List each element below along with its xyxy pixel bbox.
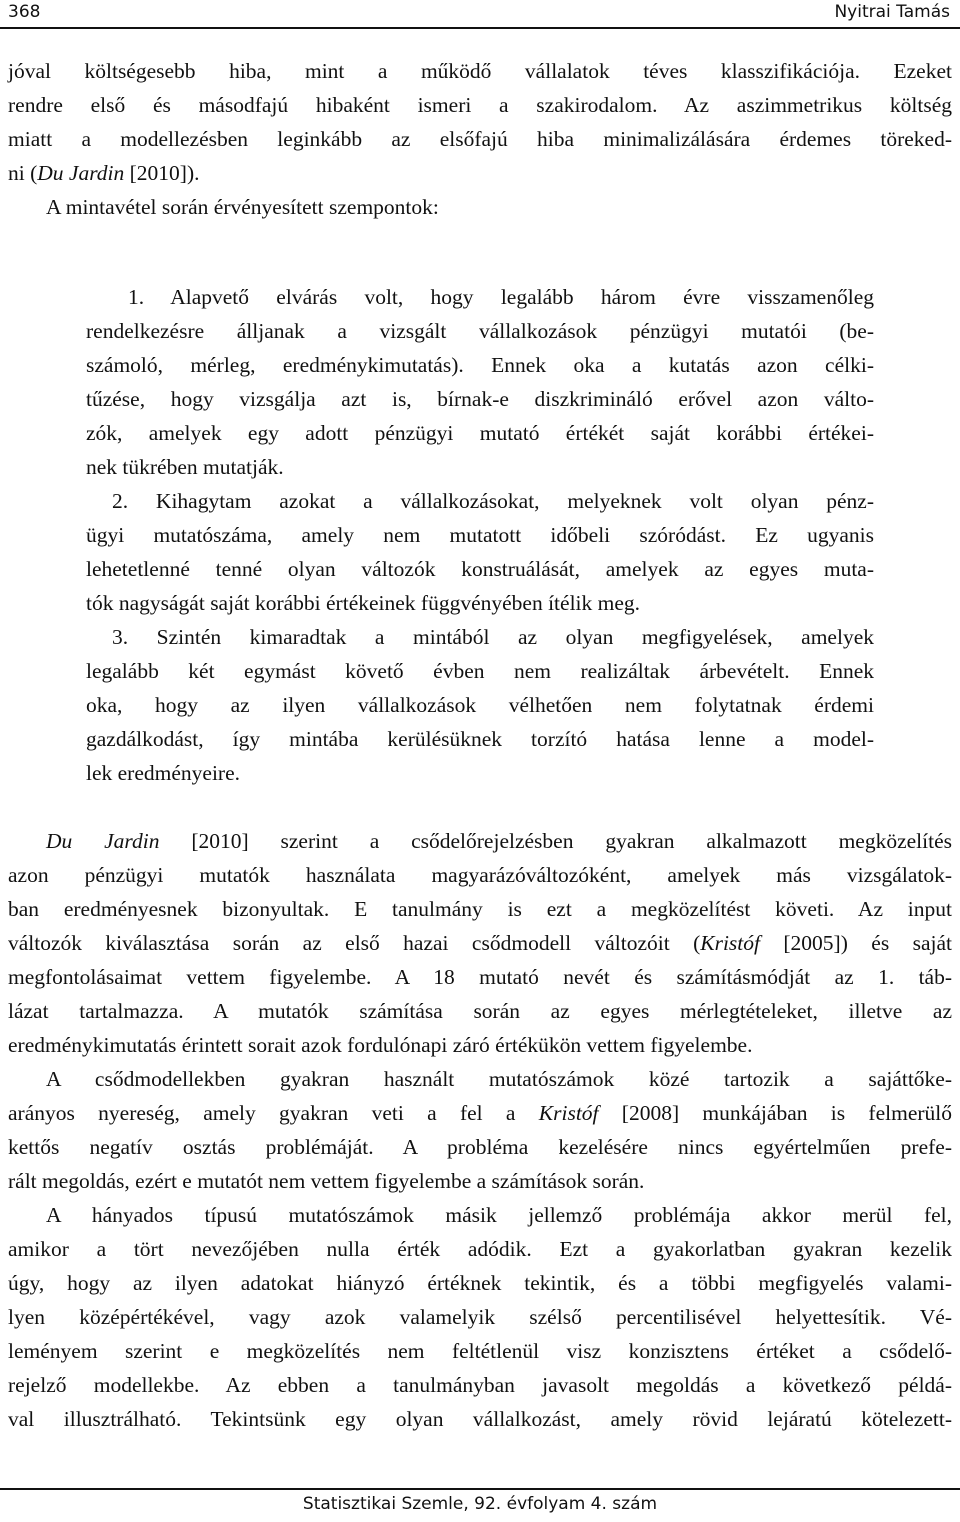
text-line: úgy, hogy az ilyen adatokat hiányzó értéknek tekintik, és a többi megfigyelés valami- (8, 1271, 952, 1295)
page-number: 368 (8, 2, 41, 22)
text-line: rejelző modellekbe. Az ebben a tanulmányban javasolt megoldás a következő példá- (8, 1373, 952, 1397)
list-item-line: zók, amelyek egy adott pénzügyi mutató értékét saját korábbi értékei- (86, 421, 874, 445)
text-line: Du Jardin [2010] szerint a csődelőrejelzésben gyakran alkalmazott megközelítés (46, 829, 952, 853)
text-line: ni (Du Jardin [2010]). (8, 161, 200, 185)
text-line: lázat tartalmazza. A mutatók számítása során az egyes mérlegtételeket, illetve az (8, 999, 952, 1023)
text-line: miatt a modellezésben leginkább az elsőfajú hiba minimalizálására érdemes töreked- (8, 127, 952, 151)
list-item-line: tók nagyságát saját korábbi értékeinek függvényében ítélik meg. (86, 591, 641, 615)
list-item-line: nek tükrében mutatják. (86, 455, 284, 479)
text-line: lyen középértékével, vagy azok valamelyik szélső percentilisével helyettesítik. Vé- (8, 1305, 952, 1329)
list-item-line: 2. Kihagytam azokat a vállalkozásokat, melyeknek volt olyan pénz- (112, 489, 874, 513)
text-line: jóval költségesebb hiba, mint a működő vállalatok téves klasszifikációja. Ezeket (8, 59, 952, 83)
list-item-line: gazdálkodást, így mintába kerülésüknek torzító hatása lenne a model- (86, 727, 874, 751)
list-item-line: ügyi mutatószáma, amely nem mutatott időbeli szóródást. Ez ugyanis (86, 523, 874, 547)
sampling-criteria-list (86, 280, 874, 790)
intro-paragraph (8, 54, 952, 224)
list-item-line: legalább két egymást követő évben nem realizáltak árbevételt. Ennek (86, 659, 874, 683)
running-header (0, 0, 960, 29)
text-line: megfontolásaimat vettem figyelembe. A 18 mutató nevét és számításmódját az 1. táb- (8, 965, 952, 989)
text-line: rált megoldás, ezért e mutatót nem vettem figyelembe a számítások során. (8, 1169, 645, 1193)
text-line: azon pénzügyi mutatók használata magyarázóváltozóként, amelyek más vizsgálatok- (8, 863, 952, 887)
text-line: változók kiválasztása során az első hazai csődmodell változóit (Kristóf [2005]) és saját (8, 931, 952, 955)
list-item-line: lek eredményeire. (86, 761, 240, 785)
text-line: A csődmodellekben gyakran használt mutatószámok közé tartozik a sajáttőke- (46, 1067, 952, 1091)
list-item-line: 3. Szintén kimaradtak a mintából az olyan megfigyelések, amelyek (112, 625, 874, 649)
text-line: val illusztrálható. Tekintsünk egy olyan vállalkozást, amely rövid lejáratú kötelezett- (8, 1407, 952, 1431)
list-item-line: számoló, mérleg, eredménykimutatás). Ennek oka a kutatás azon célki- (86, 353, 874, 377)
text-line: A hányados típusú mutatószámok másik jellemző problémája akkor merül fel, (46, 1203, 952, 1227)
running-header-author: Nyitrai Tamás (834, 2, 950, 22)
text-line: A mintavétel során érvényesített szempontok: (46, 195, 439, 219)
list-item-line: oka, hogy az ilyen vállalkozások vélhetően nem folytatnak érdemi (86, 693, 874, 717)
list-item-line: rendelkezésre álljanak a vizsgált vállalkozások pénzügyi mutatói (be- (86, 319, 874, 343)
text-line: leményem szerint e megközelítés nem feltétlenül visz konzisztens értéket a csődelő- (8, 1339, 952, 1363)
text-line: ban eredményesnek bizonyultak. E tanulmány is ezt a megközelítést követi. Az input (8, 897, 952, 921)
text-line: arányos nyereség, amely gyakran veti a fel a Kristóf [2008] munkájában is felmerülő (8, 1101, 952, 1125)
list-item-line: lehetetlenné tenné olyan változók konstruálását, amelyek az egyes muta- (86, 557, 874, 581)
text-line: amikor a tört nevezőjében nulla érték adódik. Ezt a gyakorlatban gyakran kezelik (8, 1237, 952, 1261)
text-line: eredménykimutatás érintett sorait azok fordulónapi záró értékükön vettem figyelembe. (8, 1033, 753, 1057)
list-item-line: 1. Alapvető elvárás volt, hogy legalább három évre visszamenőleg (128, 285, 874, 309)
body-text (8, 824, 952, 1436)
text-line: rendre első és másodfajú hibaként ismeri a szakirodalom. Az aszimmetrikus költség (8, 93, 952, 117)
list-item-line: tűzése, hogy vizsgálja azt is, bírnak-e diszkrimináló erővel azon válto- (86, 387, 874, 411)
journal-citation: Statisztikai Szemle, 92. évfolyam 4. szám (302, 1494, 658, 1514)
text-line: kettős negatív osztás problémáját. A probléma kezelésére nincs egyértelműen prefe- (8, 1135, 952, 1159)
journal-footer (0, 1488, 960, 1522)
